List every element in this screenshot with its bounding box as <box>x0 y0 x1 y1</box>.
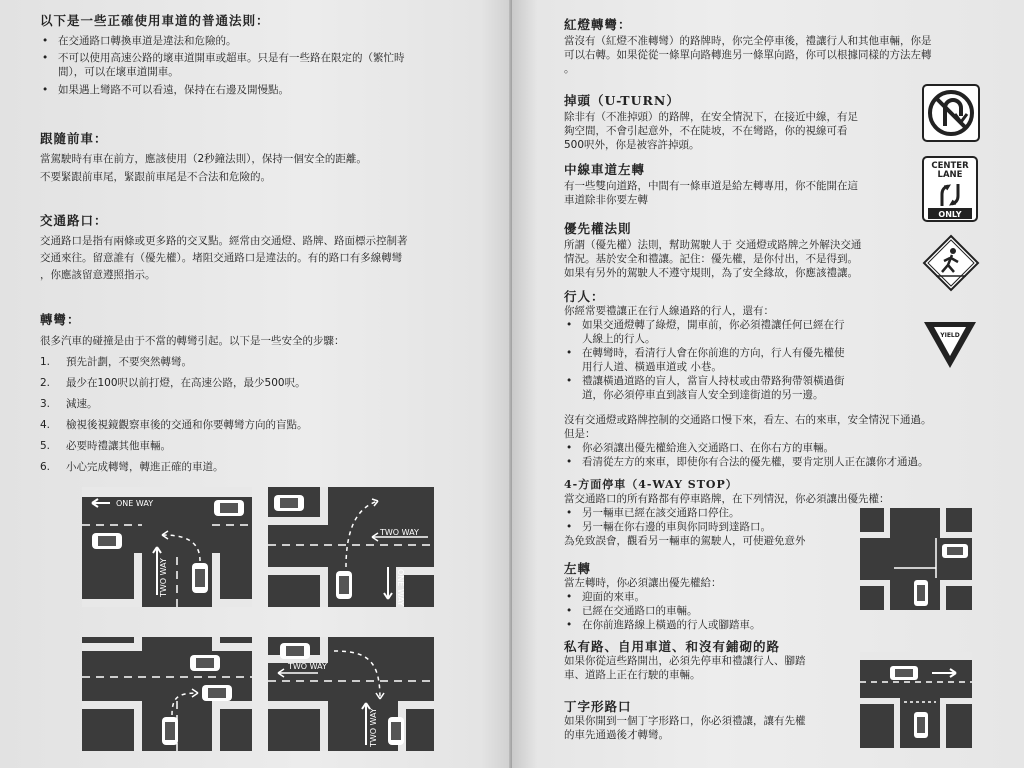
lane-rule-2-cont: 間），可以在壞車道開車。 <box>58 66 179 78</box>
uncontrolled-rule-2: • 看清從左方的來車，即使你有合法的優先權，要肯定別人正在讓你才通過。 <box>564 455 932 469</box>
turning-heading: 轉彎： <box>40 312 81 327</box>
center-lane-only-sign-icon <box>922 156 978 222</box>
one-way-label: ONE WAY <box>396 569 405 607</box>
four-way-stop-heading: 4-方面停車（4-WAY STOP） <box>564 478 738 491</box>
t-junction-section <box>564 700 806 742</box>
following-line-2: 不要緊跟前車尾，緊跟前車尾是不合法和危險的。 <box>40 171 271 183</box>
red-light-line-3: 。 <box>564 63 575 75</box>
t-junction-line-1: 如果你開到一個丁字形路口，你必須禮讓，讓有先權 <box>564 715 806 727</box>
following-line-1: 當駕駛時有車在前方，應該使用（2秒鐘法則），保持一個安全的距離。 <box>40 153 367 165</box>
left-turn-rule-3: • 在你前進路線上橫過的行人或腳踏車。 <box>564 618 761 632</box>
lane-rule-3: • 如果遇上彎路不可以看遠，保持在右邊及開慢點。 <box>40 83 405 97</box>
turn-diagram-two-way-down <box>268 637 434 751</box>
four-way-line-2: 為免致誤會，觀看另一輛車的駕駛人，可使避免意外 <box>564 535 806 547</box>
center-lane-heading: 中線車道左轉 <box>564 162 646 177</box>
two-way-label: TWO WAY <box>380 528 419 537</box>
t-junction-heading: 丁字形路口 <box>564 699 632 714</box>
intersection-section <box>40 214 408 282</box>
private-road-section <box>564 640 806 682</box>
right-of-way-line-2: 情況。基於安全和禮讓。記住：優先權，是你付出，不是得到。 <box>564 253 858 265</box>
lane-sign-text: LANE <box>937 170 963 180</box>
intersection-heading: 交通路口： <box>40 213 108 228</box>
left-turn-rule-2: • 已經在交通路口的車輛。 <box>564 604 761 618</box>
right-page <box>512 0 1024 768</box>
intersection-line-3: ，你應該留意遵照指示。 <box>40 269 156 281</box>
center-lane-line-2: 車道除非你要左轉 <box>564 194 648 206</box>
uncontrolled-line-1: 沒有交通燈或路牌控制的交通路口慢下來，看左、右的來車，安全情況下通過。 <box>564 414 932 426</box>
four-way-stop-diagram <box>860 508 972 610</box>
uturn-line-2: 夠空間，不會引起意外，不在陡坡，不在彎路，你的視線可看 <box>564 125 848 137</box>
four-way-stop-section <box>564 478 890 548</box>
turning-step: 4. 檢視後視鏡觀察車後的交通和你要轉彎方向的盲點。 <box>40 419 308 431</box>
two-way-label: TWO WAY <box>369 708 378 747</box>
turning-step: 5. 必要時禮讓其他車輛。 <box>40 440 171 452</box>
four-way-rule-1: • 另一輛車已經在該交通路口停住。 <box>564 506 890 520</box>
private-road-diagram <box>860 652 972 748</box>
pedestrian-rule-1-cont: 人線上的行人。 <box>582 333 656 345</box>
pedestrian-rule-1: • 如果交通燈轉了綠燈，開車前，你必須禮讓任何已經在行 <box>564 318 845 332</box>
right-of-way-line-3: 如果有另外的駕駛人不遵守規則，為了安全緣故，你應該禮讓。 <box>564 267 858 279</box>
lane-rule-1: • 在交通路口轉換車道是違法和危險的。 <box>40 34 405 48</box>
red-light-line-1: 當沒有（紅燈不准轉彎）的路牌時，你完全停車後，禮讓行人和其他車輛，你是 <box>564 35 932 47</box>
left-turn-rule-1: • 迎面的來車。 <box>564 590 761 604</box>
pedestrian-rule-2: • 在轉彎時，看清行人會在你前進的方向，行人有優先權使 <box>564 346 845 360</box>
uncontrolled-line-2: 但是： <box>564 428 596 440</box>
two-way-label: TWO WAY <box>288 662 327 671</box>
uturn-heading: 掉頭（U-TURN） <box>564 93 680 108</box>
right-of-way-heading: 優先權法則 <box>564 221 632 236</box>
uncontrolled-intersection-section <box>564 413 932 469</box>
two-way-label: TWO WAY <box>159 558 168 597</box>
following-heading: 跟隨前車： <box>40 131 108 146</box>
turning-step: 3. 減速。 <box>40 398 98 410</box>
only-sign-text: ONLY <box>938 210 962 219</box>
turning-step: 6. 小心完成轉彎，轉進正確的車道。 <box>40 461 224 473</box>
private-road-heading: 私有路、自用車道、和沒有鋪砌的路 <box>564 639 781 654</box>
center-sign-text: CENTER <box>931 161 969 171</box>
four-way-rule-2: • 另一輛在你右邊的車與你同時到達路口。 <box>564 520 890 534</box>
private-road-line-2: 車、道路上正在行駛的車輛。 <box>564 669 701 681</box>
right-of-way-line-1: 所謂（優先權）法則，幫助駕駛人于 交通燈或路牌之外解決交通 <box>564 239 862 251</box>
pedestrian-rule-2-cont: 用行人道、橫過車道或 小巷。 <box>582 361 722 373</box>
one-way-label: ONE WAY <box>116 499 154 508</box>
private-road-line-1: 如果你從這些路開出，必須先停車和禮讓行人、腳踏 <box>564 655 806 667</box>
red-light-section <box>564 18 932 76</box>
pedestrian-rule-3: • 禮讓橫過道路的盲人，當盲人持杖或由帶路狗帶領橫過街 <box>564 374 845 388</box>
right-of-way-section <box>564 222 861 280</box>
red-light-heading: 紅燈轉彎： <box>564 17 632 32</box>
intersection-line-1: 交通路口是指有兩條或更多路的交叉點。經常由交通燈、路牌、路面標示控制著 <box>40 235 408 247</box>
pedestrian-crossing-sign-icon <box>922 234 980 292</box>
center-lane-line-1: 有一些雙向道路，中間有一條車道是給左轉專用，你不能開在這 <box>564 180 858 192</box>
pedestrian-section <box>564 290 845 402</box>
uturn-line-3: 500呎外，你是被容許掉頭。 <box>564 139 700 151</box>
pedestrian-intro: 你經常要禮讓正在行人線過路的行人，還有： <box>564 305 774 317</box>
left-turn-section <box>564 562 761 632</box>
uturn-line-1: 除非有（不准掉頭）的路牌，在安全情況下，在接近中線，有足 <box>564 111 858 123</box>
turning-section <box>40 313 345 474</box>
turn-diagram-two-way-right <box>268 487 434 607</box>
turn-diagram-two-way-left <box>82 637 252 751</box>
pedestrian-rule-3-cont: 道，你必須停車直到該盲人安全到達街道的另一邊。 <box>582 389 824 401</box>
uturn-section <box>564 94 858 152</box>
turning-step: 1. 預先計劃，不要突然轉彎。 <box>40 356 192 368</box>
no-u-turn-sign-icon <box>922 84 980 142</box>
left-turn-heading: 左轉 <box>564 561 592 576</box>
lane-rules-section <box>40 14 405 97</box>
yield-sign-icon <box>922 320 978 370</box>
turn-diagram-one-way-left <box>82 487 252 607</box>
lane-rule-2: • 不可以使用高速公路的壞車道開車或超車。只是有一些路在限定的（繁忙時 <box>40 51 405 65</box>
center-lane-section <box>564 163 858 207</box>
uncontrolled-rule-1: • 你必須讓出優先權給進入交通路口、在你右方的車輛。 <box>564 441 932 455</box>
turning-intro: 很多汽車的碰撞是由于不當的轉彎引起。以下是一些安全的步驟： <box>40 335 345 347</box>
t-junction-line-2: 的車先通過後才轉彎。 <box>564 729 669 741</box>
pedestrian-heading: 行人： <box>564 289 605 304</box>
intersection-line-2: 交通來往。留意誰有（優先權）。堵阻交通路口是違法的。有的路口有多線轉彎 <box>40 252 403 264</box>
four-way-line-1: 當交通路口的所有路都有停車路牌，在下列情況，你必須讓出優先權： <box>564 493 890 505</box>
left-turn-line-1: 當左轉時，你必須讓出優先權給： <box>564 577 722 589</box>
yield-sign-text: YIELD <box>940 332 960 339</box>
following-section <box>40 132 367 184</box>
red-light-line-2: 可以右轉。如果從從一條單向路轉進另一條單向路，你可以根據同樣的方法左轉 <box>564 49 932 61</box>
lane-rules-heading: 以下是一些正確使用車道的普通法則： <box>40 13 270 28</box>
turning-step: 2. 最少在100呎以前打燈，在高速公路，最少500呎。 <box>40 377 306 389</box>
